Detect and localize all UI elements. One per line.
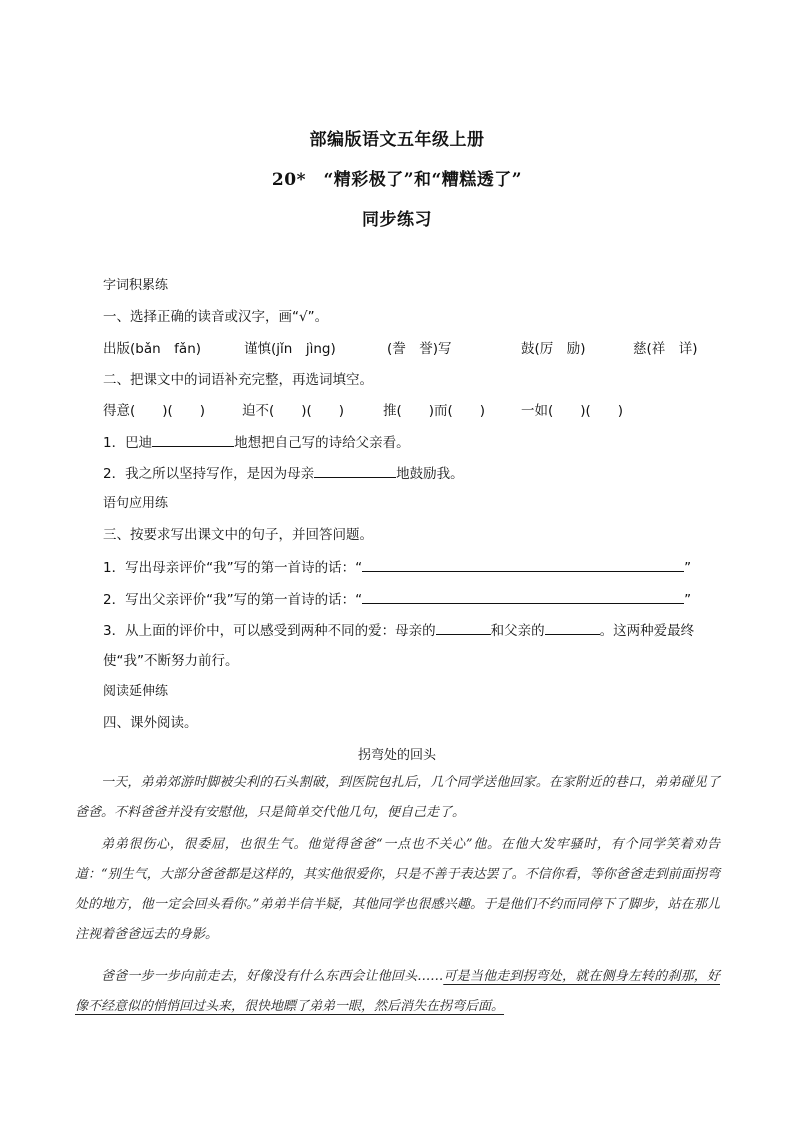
- word-pobu[interactable]: 迫不( )( ): [242, 403, 345, 419]
- fill-blank[interactable]: [436, 620, 491, 635]
- question-2-words: [103, 401, 623, 421]
- question-2-sentence-2: [103, 463, 464, 484]
- lesson-title: 20* “精彩极了”和“糟糕透了”: [271, 170, 523, 190]
- question-2-sentence-1: [103, 432, 410, 453]
- question-3-item-3-cont: 使“我”不断努力前行。: [103, 653, 239, 669]
- sentence-text: 地鼓励我。: [396, 466, 464, 482]
- word-deyi[interactable]: 得意( )( ): [103, 403, 206, 419]
- question-2-title: 二、把课文中的词语补充完整，再选词填空。: [103, 372, 373, 388]
- question-3-item-2: [103, 589, 691, 610]
- worksheet-subtitle: 同步练习: [362, 210, 432, 230]
- close-quote: ”: [684, 592, 692, 608]
- question-3-item-1: [103, 557, 691, 578]
- word-tui-er[interactable]: 推( )而( ): [383, 403, 486, 419]
- section-label-sentence: 语句应用练: [103, 496, 169, 511]
- question-4-title: 四、课外阅读。: [103, 715, 198, 731]
- paragraph-3-plain: 爸爸一步一步向前走去，好像没有什么东西会让他回头……: [101, 969, 444, 984]
- option-chuban[interactable]: 出版(bǎn fǎn): [103, 341, 202, 357]
- article-paragraph-2: 弟弟很伤心，很委屈，也很生气。他觉得爸爸“一点也不关心”他。在他大发牢骚时，有个同学笑着劝告道：“别生气，大部分爸爸都是这样的，其实他很爱你，只是不善于表达罢了。不信你看，等你爸爸走到前面拐弯处的地方，他一定会回头看你。”弟弟半信半疑，其他同学也很感兴趣。于是他们不约而同停下了脚步，站在那儿注视着爸爸远去的身影。: [75, 837, 720, 942]
- question-1-options: [103, 339, 698, 359]
- fill-blank[interactable]: [362, 589, 684, 604]
- question-3-title: 三、按要求写出课文中的句子，并回答问题。: [103, 527, 373, 543]
- sentence-text: 2．我之所以坚持写作，是因为母亲: [103, 466, 315, 482]
- option-guli[interactable]: 鼓(厉 励): [521, 341, 586, 357]
- question-3-item-3: [103, 620, 694, 641]
- question-1-title: 一、选择正确的读音或汉字，画“√”。: [103, 309, 329, 325]
- fill-blank[interactable]: [152, 432, 234, 447]
- option-jinshen[interactable]: 谨慎(jǐn jìng): [244, 341, 336, 357]
- sentence-text: 和父亲的: [490, 623, 545, 639]
- article-title: 拐弯处的回头: [357, 748, 436, 763]
- fill-blank[interactable]: [362, 557, 684, 572]
- fill-blank[interactable]: [314, 463, 396, 478]
- option-cixiang[interactable]: 慈(祥 详): [633, 341, 698, 357]
- page-title: 部编版语文五年级上册: [309, 130, 485, 150]
- sentence-text: 。这两种爱最终: [599, 623, 695, 639]
- sentence-text: 地想把自己写的诗给父亲看。: [234, 435, 410, 451]
- sentence-text: 3．从上面的评价中，可以感受到两种不同的爱：母亲的: [103, 623, 436, 639]
- paragraph-3-underlined: 可是当他走到拐弯处，就在侧身左转的刹那，好像不经意似的悄悄回过头来，很快地瞟了弟弟一眼，然后消失在拐弯后面。: [75, 969, 720, 1014]
- close-quote: ”: [684, 560, 692, 576]
- fill-blank[interactable]: [545, 620, 600, 635]
- section-label-reading: 阅读延伸练: [103, 684, 169, 699]
- option-tengxie[interactable]: (誊 誉)写: [387, 341, 452, 357]
- sentence-text: 2．写出父亲评价“我”写的第一首诗的话：“: [103, 592, 363, 608]
- sentence-text: 1．写出母亲评价“我”写的第一首诗的话：“: [103, 560, 363, 576]
- word-yiru[interactable]: 一如( )( ): [521, 403, 624, 419]
- sentence-text: 1．巴迪: [103, 435, 153, 451]
- article-paragraph-3: [75, 962, 720, 1022]
- article-paragraph-1: 一天，弟弟郊游时脚被尖利的石头割破，到医院包扎后，几个同学送他回家。在家附近的巷口，弟弟碰见了爸爸。不料爸爸并没有安慰他，只是简单交代他几句，便自己走了。: [75, 775, 720, 820]
- section-label-vocab: 字词积累练: [103, 278, 169, 293]
